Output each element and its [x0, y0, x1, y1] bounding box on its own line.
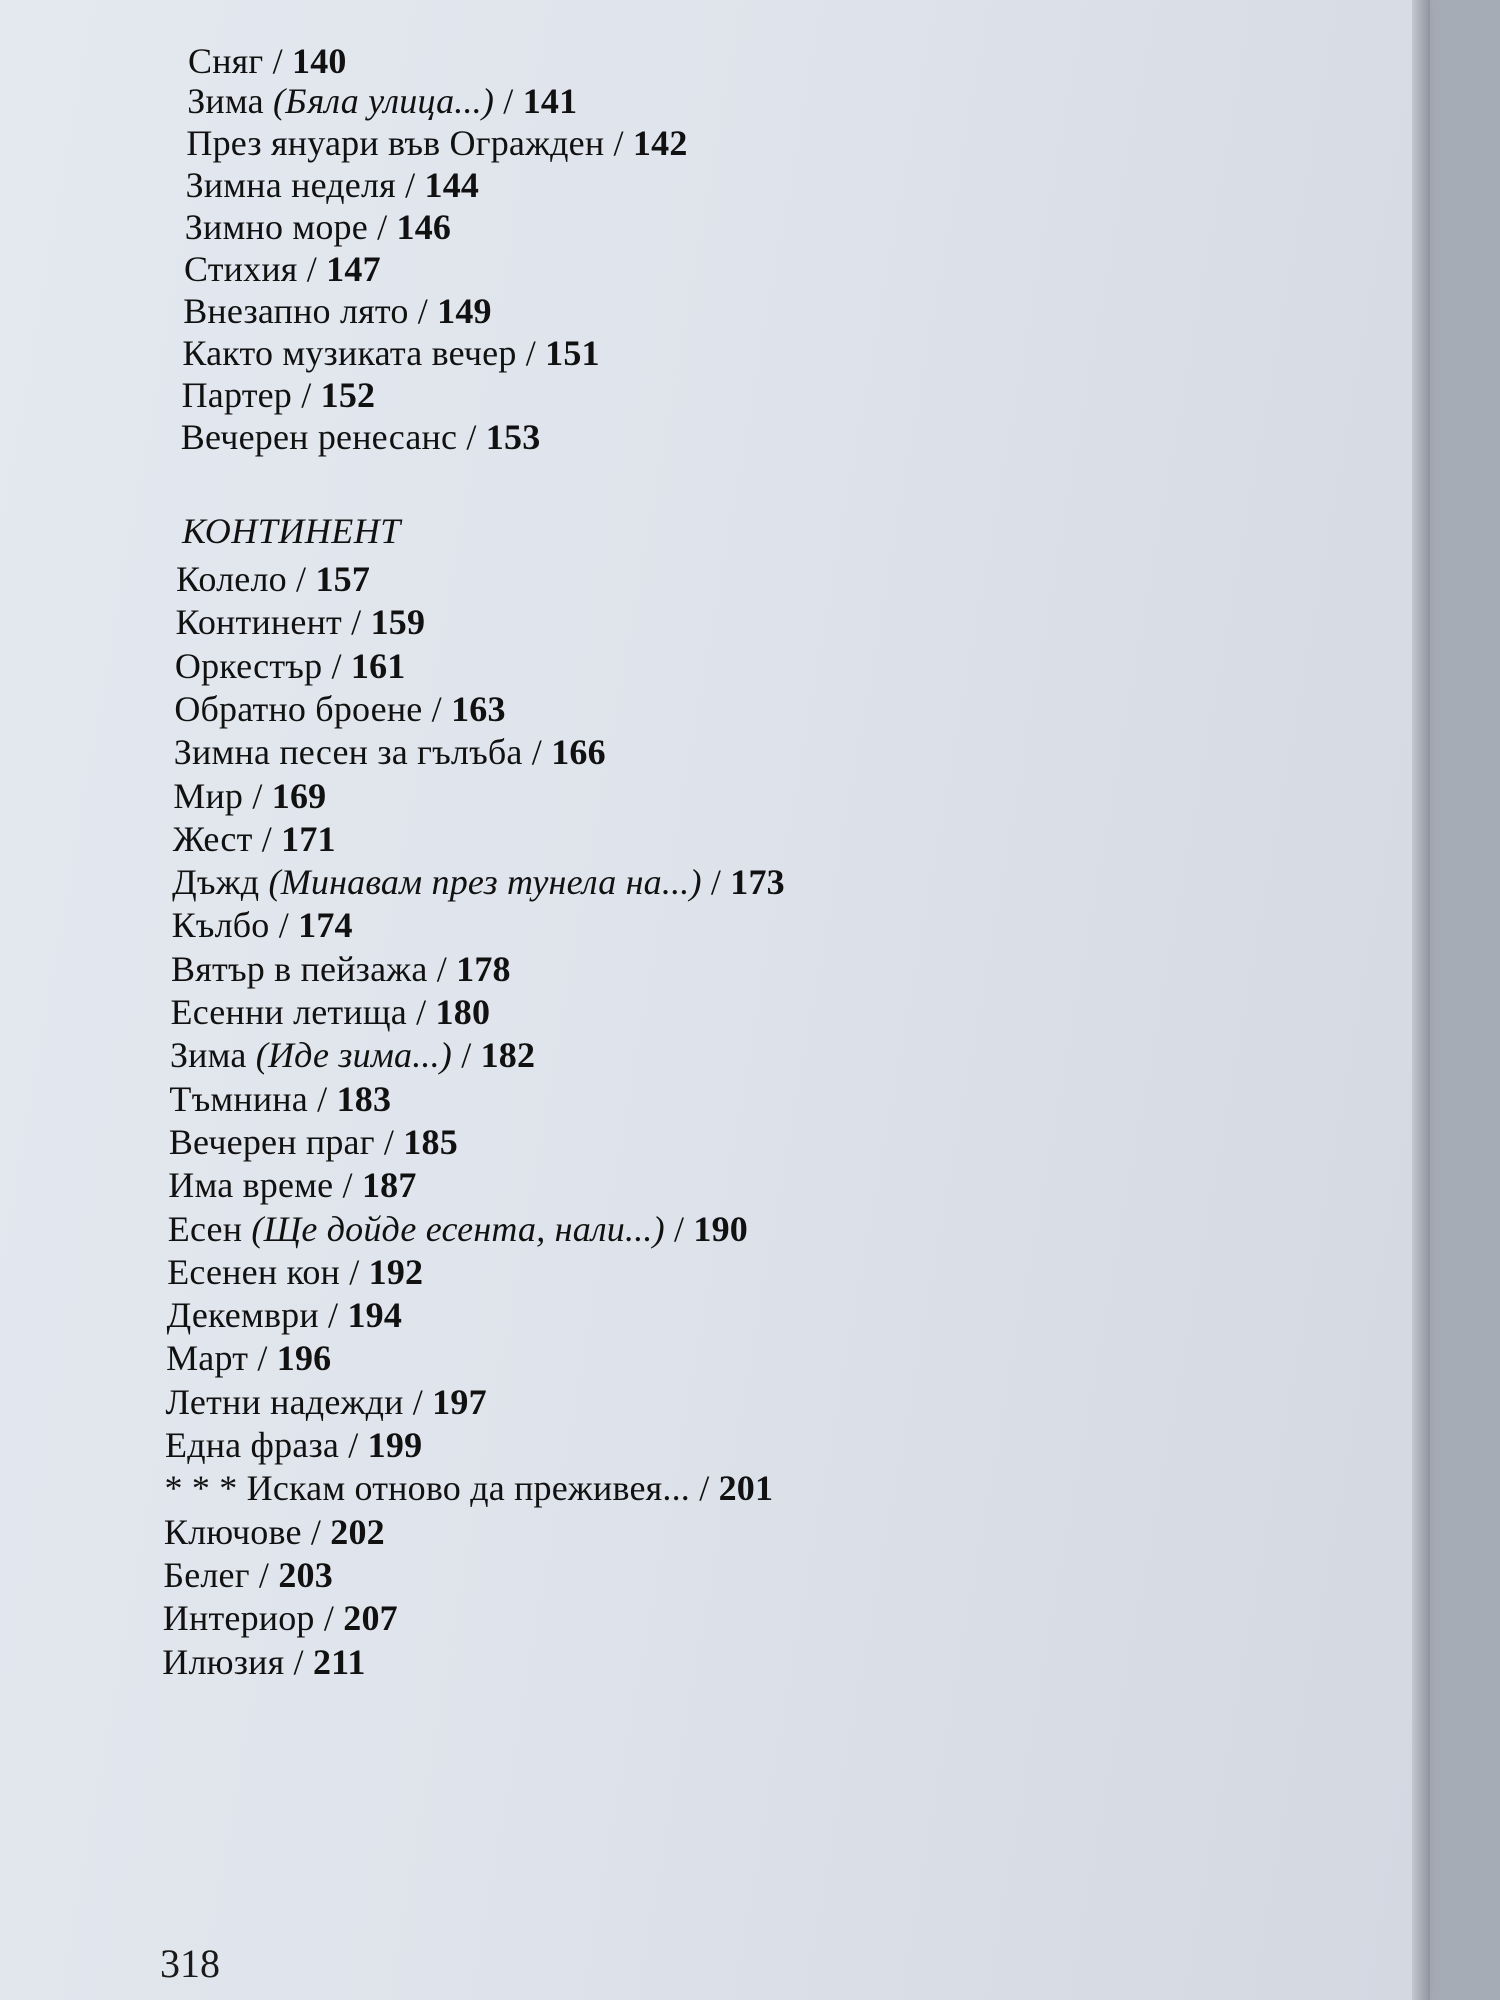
- entry-separator: /: [427, 948, 457, 989]
- entry-page-number: 187: [361, 1165, 417, 1206]
- entry-page-number: 146: [396, 207, 452, 247]
- entry-title: Както музиката вечер: [182, 333, 517, 373]
- toc-entry: [169, 1078, 391, 1120]
- entry-page-number: 171: [281, 818, 336, 859]
- entry-page-number: 152: [320, 375, 376, 415]
- entry-page-number: 192: [368, 1251, 424, 1292]
- entry-page-number: 151: [545, 333, 600, 373]
- entry-separator: /: [307, 1078, 337, 1119]
- toc-entry: [184, 248, 381, 290]
- entry-separator: /: [367, 207, 397, 247]
- entry-separator: /: [339, 1425, 368, 1465]
- entry-title: Континент: [175, 602, 342, 643]
- entry-subtitle: (Ще дойде есента, нали...): [251, 1208, 665, 1249]
- entry-separator: /: [406, 992, 436, 1032]
- toc-entry: [172, 861, 785, 903]
- bleed-through-text: [640, 20, 1360, 1980]
- entry-page-number: 202: [330, 1511, 385, 1552]
- entry-page-number: 183: [336, 1078, 392, 1119]
- entry-separator: /: [252, 818, 282, 859]
- toc-entry: [168, 1164, 416, 1206]
- entry-page-number: 199: [367, 1425, 423, 1465]
- entry-page-number: 174: [298, 905, 353, 946]
- entry-page-number: 144: [424, 165, 480, 205]
- entry-separator: /: [249, 1554, 279, 1595]
- entry-subtitle: (Иде зима...): [255, 1035, 452, 1076]
- entry-separator: /: [314, 1598, 344, 1639]
- entry-separator: /: [395, 165, 425, 205]
- entry-title: Есенни летища: [170, 992, 407, 1032]
- toc-entry: [185, 206, 451, 248]
- entry-separator: /: [408, 291, 438, 331]
- entry-title: Илюзия: [162, 1641, 285, 1682]
- entry-page-number: 142: [632, 123, 688, 163]
- toc-entry: [163, 1554, 333, 1596]
- entry-separator: /: [516, 333, 546, 373]
- toc-entry: [171, 948, 511, 990]
- entry-title: Оркестър: [174, 645, 323, 686]
- entry-title: Вечерен ренесанс: [180, 417, 458, 457]
- entry-title: Жест: [172, 818, 253, 859]
- entry-title: Вечерен праг: [168, 1121, 375, 1162]
- entry-title: Дъжд: [172, 862, 260, 903]
- toc-entry: [175, 601, 425, 643]
- entry-page-number: 161: [350, 645, 406, 686]
- entry-title: Зимна песен за гълъба: [173, 732, 523, 773]
- toc-entry: [172, 904, 353, 946]
- entry-title: Колело: [176, 559, 287, 599]
- entry-separator: /: [318, 1295, 348, 1336]
- entry-separator: /: [284, 1641, 313, 1682]
- entry-page-number: 159: [370, 602, 426, 643]
- entry-title: Декември: [166, 1295, 319, 1336]
- entry-title: * * * Искам отново да преживея...: [164, 1468, 690, 1509]
- entry-title: Зима: [187, 81, 264, 121]
- entry-page-number: 147: [326, 249, 381, 289]
- toc-entry: [163, 1597, 398, 1639]
- entry-page-number: 185: [403, 1121, 458, 1162]
- entry-separator: /: [297, 249, 327, 289]
- entry-separator: /: [269, 905, 299, 946]
- entry-title: Обратно броене: [174, 688, 423, 729]
- entry-title: Зимна неделя: [185, 165, 396, 205]
- toc-entry: [167, 1294, 402, 1336]
- entry-title: Сняг: [188, 41, 264, 81]
- entry-title: Има време: [168, 1165, 334, 1206]
- entry-page-number: 157: [315, 559, 371, 599]
- toc-entry: [187, 80, 577, 122]
- toc-entry: [166, 1381, 487, 1423]
- entry-title: Есенен кон: [167, 1251, 341, 1292]
- toc-entry: [167, 1251, 423, 1293]
- entry-page-number: 211: [312, 1641, 366, 1682]
- entry-title: Мир: [173, 775, 244, 816]
- toc-entry: [188, 40, 347, 82]
- entry-page-number: 153: [485, 417, 541, 457]
- entry-title: Зима: [169, 1035, 247, 1076]
- entry-separator: /: [292, 375, 321, 415]
- entry-page-number: 173: [730, 862, 785, 903]
- entry-separator: /: [452, 1035, 481, 1076]
- toc-entry: [165, 1424, 422, 1466]
- toc-entry: [170, 1034, 535, 1076]
- toc-entry: [164, 1511, 385, 1553]
- entry-separator: /: [301, 1511, 331, 1552]
- entry-page-number: 194: [347, 1295, 403, 1336]
- entry-separator: /: [664, 1208, 694, 1249]
- toc-entry: [186, 164, 480, 206]
- toc-entry: [174, 731, 606, 773]
- entry-page-number: 178: [456, 948, 511, 989]
- entry-separator: /: [243, 775, 272, 816]
- entry-separator: /: [522, 732, 552, 773]
- entry-separator: /: [340, 1251, 369, 1292]
- section-heading: КОНТИНЕНТ: [182, 511, 401, 551]
- toc-entry: [171, 991, 491, 1033]
- toc-entry: [183, 290, 492, 332]
- entry-title: Внезапно лято: [183, 291, 409, 331]
- entry-separator: /: [604, 123, 633, 163]
- entry-separator: /: [403, 1381, 433, 1422]
- entry-page-number: 169: [271, 775, 327, 816]
- entry-page-number: 141: [522, 81, 578, 121]
- entry-title: През януари във Огражден: [186, 123, 605, 163]
- entry-separator: /: [457, 417, 486, 457]
- entry-page-number: 203: [278, 1554, 333, 1595]
- page-number: 318: [160, 1941, 220, 1986]
- entry-separator: /: [286, 559, 316, 599]
- entry-page-number: 180: [435, 992, 491, 1032]
- toc-entry: [176, 558, 370, 600]
- entry-page-number: 207: [343, 1598, 398, 1639]
- entry-page-number: 166: [551, 732, 606, 773]
- entry-separator: /: [422, 688, 452, 729]
- entry-separator: /: [248, 1338, 277, 1379]
- entry-page-number: 182: [480, 1035, 536, 1076]
- entry-page-number: 190: [693, 1208, 749, 1249]
- toc-entry: [182, 332, 599, 374]
- entry-title: Тъмнина: [169, 1078, 308, 1119]
- entry-page-number: 196: [276, 1338, 332, 1379]
- toc-entry: [174, 688, 505, 730]
- entry-page-number: 149: [437, 291, 492, 331]
- toc-entry: [173, 818, 336, 860]
- entry-title: Март: [166, 1338, 249, 1379]
- entry-title: Белег: [163, 1554, 250, 1595]
- entry-separator: /: [690, 1468, 719, 1509]
- toc-entry: [169, 1121, 458, 1163]
- entry-separator: /: [341, 602, 371, 643]
- entry-title: Зимно море: [184, 207, 368, 247]
- entry-title: Ключове: [163, 1511, 302, 1552]
- page-edge: [1412, 0, 1430, 2000]
- entry-separator: /: [494, 81, 523, 121]
- entry-title: Стихия: [184, 249, 298, 289]
- toc-entry: [168, 1208, 748, 1250]
- toc-entry: [164, 1467, 773, 1509]
- toc-entry: [182, 374, 376, 416]
- entry-title: Есен: [167, 1208, 243, 1249]
- entry-separator: /: [263, 41, 293, 81]
- toc-entry: [166, 1337, 331, 1379]
- toc-entry: [162, 1641, 365, 1683]
- entry-page-number: 201: [718, 1468, 774, 1509]
- entry-page-number: 163: [451, 688, 506, 729]
- entry-title: Партер: [181, 375, 293, 415]
- entry-separator: /: [333, 1165, 362, 1206]
- toc-entry: [181, 416, 541, 458]
- toc-entry: [175, 645, 406, 687]
- entry-title: Кълбо: [171, 905, 270, 946]
- entry-title: Вятър в пейзажа: [171, 948, 428, 989]
- entry-title: Летни надежди: [165, 1381, 404, 1422]
- entry-separator: /: [701, 862, 731, 903]
- entry-subtitle: (Минавам през тунела на...): [268, 862, 702, 903]
- entry-title: Интериор: [162, 1598, 315, 1639]
- entry-page-number: 140: [292, 41, 347, 81]
- entry-page-number: 197: [432, 1381, 487, 1422]
- entry-separator: /: [374, 1121, 404, 1162]
- entry-separator: /: [322, 645, 351, 686]
- entry-title: Една фраза: [165, 1425, 340, 1465]
- entry-subtitle: (Бяла улица...): [273, 81, 495, 121]
- toc-entry: [173, 775, 326, 817]
- toc-entry: [186, 122, 687, 164]
